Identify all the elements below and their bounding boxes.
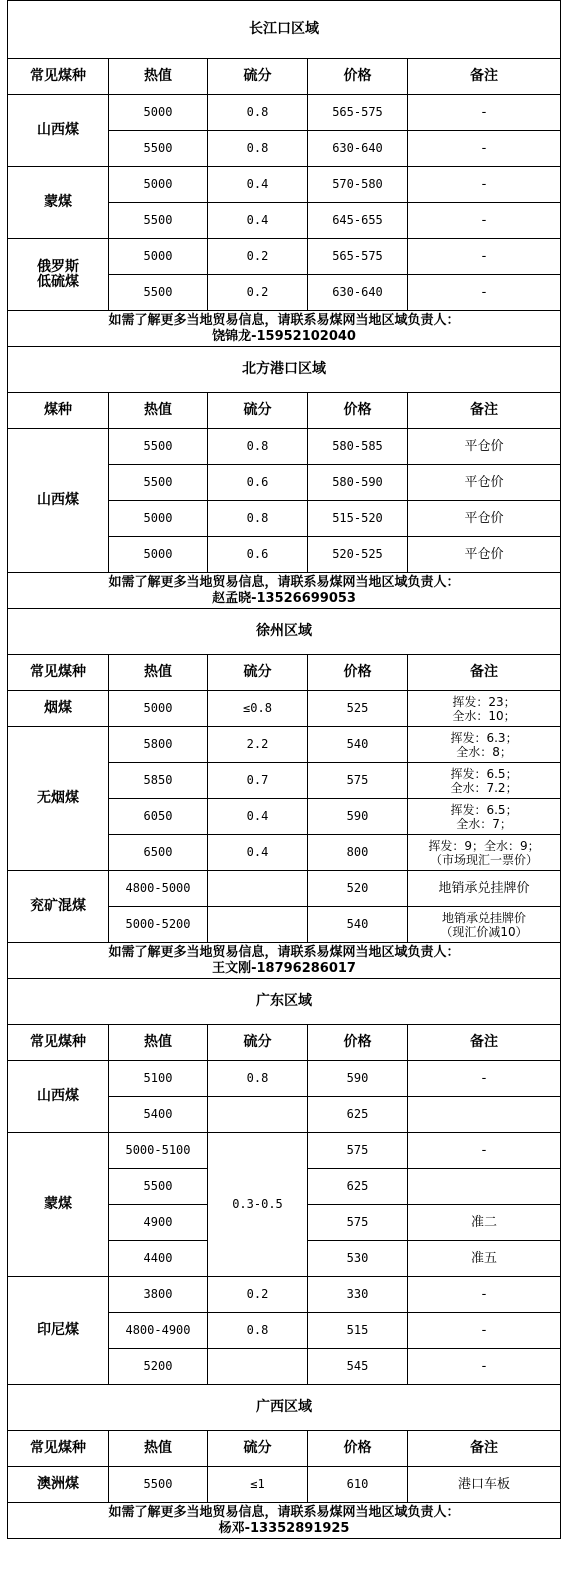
header-sulfur: 硫分: [208, 655, 308, 691]
note-cell: 地销承兑挂牌价: [408, 871, 561, 907]
table-row: [8, 429, 561, 465]
header-price: 价格: [308, 1431, 408, 1467]
note-cell: [408, 1169, 561, 1205]
table-row: [8, 1467, 561, 1503]
note-cell: -: [408, 1061, 561, 1097]
header-coal-type: 常见煤种: [8, 1431, 109, 1467]
heat-cell: 5400: [109, 1097, 208, 1133]
heat-cell: 5500: [109, 203, 208, 239]
contact-person: 王文刚-18796286017: [212, 960, 356, 976]
coal-type-cell: 山西煤: [8, 1061, 109, 1133]
contact-person: 杨邓-13352891925: [218, 1520, 350, 1536]
sulfur-cell: 0.2: [208, 275, 308, 311]
note-cell: -: [408, 167, 561, 203]
table-row: [8, 1133, 561, 1169]
note-cell: [408, 907, 561, 943]
note-cell: [408, 835, 561, 871]
sulfur-cell: 0.8: [208, 1313, 308, 1349]
price-cell: 580-585: [308, 429, 408, 465]
price-cell: 580-590: [308, 465, 408, 501]
price-cell: 520: [308, 871, 408, 907]
sulfur-cell: 0.6: [208, 465, 308, 501]
coal-type-cell: 蒙煤: [8, 1133, 109, 1277]
price-cell: 800: [308, 835, 408, 871]
sulfur-cell: 0.7: [208, 763, 308, 799]
contact-info: [8, 1503, 561, 1539]
heat-cell: 5500: [109, 1467, 208, 1503]
header-note: 备注: [408, 655, 561, 691]
sulfur-cell: ≤1: [208, 1467, 308, 1503]
heat-cell: 5800: [109, 727, 208, 763]
sulfur-cell: 0.6: [208, 537, 308, 573]
note-line: 挥发：9；全水：9；: [428, 838, 540, 853]
note-line: 挥发：6.5；: [450, 802, 518, 817]
header-sulfur: 硫分: [208, 393, 308, 429]
heat-cell: 5000-5100: [109, 1133, 208, 1169]
contact-person: 赵孟晓-13526699053: [212, 590, 356, 606]
header-heat: 热值: [109, 655, 208, 691]
contact-info: [8, 943, 561, 979]
header-sulfur: 硫分: [208, 1025, 308, 1061]
coal-type-cell: 蒙煤: [8, 167, 109, 239]
heat-cell: 5000: [109, 167, 208, 203]
contact-text: 如需了解更多当地贸易信息，请联系易煤网当地区域负责人：: [108, 312, 460, 328]
note-cell: -: [408, 1133, 561, 1169]
heat-cell: 5850: [109, 763, 208, 799]
heat-cell: 5000: [109, 239, 208, 275]
coal-type-line: 俄罗斯: [37, 258, 79, 275]
price-cell: 520-525: [308, 537, 408, 573]
note-cell: 平仓价: [408, 501, 561, 537]
sulfur-cell: [208, 871, 308, 907]
note-cell: -: [408, 203, 561, 239]
note-line: 挥发：6.5；: [450, 766, 518, 781]
price-cell: 570-580: [308, 167, 408, 203]
sulfur-cell: 0.8: [208, 1061, 308, 1097]
table-row: [8, 1061, 561, 1097]
sulfur-cell: 0.8: [208, 131, 308, 167]
price-cell: 625: [308, 1097, 408, 1133]
region-title-guangdong: 广东区域: [8, 979, 561, 1025]
table-row: [8, 239, 561, 275]
contact-text: 如需了解更多当地贸易信息，请联系易煤网当地区域负责人：: [108, 574, 460, 590]
note-cell: 平仓价: [408, 465, 561, 501]
header-heat: 热值: [109, 393, 208, 429]
heat-cell: 4800-5000: [109, 871, 208, 907]
heat-cell: 5000-5200: [109, 907, 208, 943]
price-cell: 540: [308, 907, 408, 943]
header-coal-type: 常见煤种: [8, 655, 109, 691]
table-row: [8, 691, 561, 727]
header-sulfur: 硫分: [208, 59, 308, 95]
table-row: [8, 727, 561, 763]
heat-cell: 5500: [109, 131, 208, 167]
coal-type-cell: 无烟煤: [8, 727, 109, 871]
note-cell: -: [408, 1349, 561, 1385]
note-line: 全水：8；: [456, 744, 512, 759]
header-sulfur: 硫分: [208, 1431, 308, 1467]
header-heat: 热值: [109, 59, 208, 95]
sulfur-cell: 0.8: [208, 501, 308, 537]
heat-cell: 5500: [109, 1169, 208, 1205]
note-cell: [408, 691, 561, 727]
price-cell: 645-655: [308, 203, 408, 239]
heat-cell: 4900: [109, 1205, 208, 1241]
note-cell: [408, 727, 561, 763]
sulfur-cell: 0.4: [208, 799, 308, 835]
header-coal-type: 煤种: [8, 393, 109, 429]
note-line: 全水：7.2；: [450, 780, 518, 795]
sulfur-cell: ≤0.8: [208, 691, 308, 727]
sulfur-cell: 0.2: [208, 239, 308, 275]
heat-cell: 5000: [109, 95, 208, 131]
coal-type-cell: 山西煤: [8, 429, 109, 573]
price-cell: 515-520: [308, 501, 408, 537]
header-note: 备注: [408, 1431, 561, 1467]
price-cell: 330: [308, 1277, 408, 1313]
note-line: 全水：10；: [452, 708, 516, 723]
note-cell: -: [408, 275, 561, 311]
sulfur-cell: [208, 1349, 308, 1385]
sulfur-cell: 0.4: [208, 167, 308, 203]
price-cell: 590: [308, 799, 408, 835]
price-cell: 545: [308, 1349, 408, 1385]
price-cell: 565-575: [308, 95, 408, 131]
contact-person: 饶锦龙-15952102040: [212, 328, 356, 344]
heat-cell: 6050: [109, 799, 208, 835]
note-line: 挥发：23；: [452, 694, 516, 709]
coal-price-table: [7, 0, 561, 1539]
header-note: 备注: [408, 59, 561, 95]
heat-cell: 5500: [109, 429, 208, 465]
heat-cell: 4800-4900: [109, 1313, 208, 1349]
note-line: 地销承兑挂牌价: [442, 910, 527, 925]
price-cell: 530: [308, 1241, 408, 1277]
price-cell: 575: [308, 1133, 408, 1169]
coal-type-cell: 兖矿混煤: [8, 871, 109, 943]
price-cell: 525: [308, 691, 408, 727]
sulfur-cell: 0.8: [208, 429, 308, 465]
note-cell: -: [408, 95, 561, 131]
sulfur-cell: 2.2: [208, 727, 308, 763]
note-cell: 港口车板: [408, 1467, 561, 1503]
sulfur-cell: 0.8: [208, 95, 308, 131]
heat-cell: 5500: [109, 275, 208, 311]
note-line: （市场现汇一票价）: [430, 852, 539, 867]
note-cell: -: [408, 1277, 561, 1313]
header-note: 备注: [408, 393, 561, 429]
header-price: 价格: [308, 393, 408, 429]
contact-info: [8, 573, 561, 609]
sulfur-cell: 0.4: [208, 203, 308, 239]
region-title-guangxi: 广西区域: [8, 1385, 561, 1431]
price-cell: 610: [308, 1467, 408, 1503]
heat-cell: 5000: [109, 537, 208, 573]
note-line: 全水：7；: [456, 816, 512, 831]
price-cell: 540: [308, 727, 408, 763]
header-price: 价格: [308, 655, 408, 691]
price-cell: 630-640: [308, 131, 408, 167]
note-cell: 平仓价: [408, 429, 561, 465]
note-cell: 准五: [408, 1241, 561, 1277]
price-cell: 590: [308, 1061, 408, 1097]
region-title-yangtze: 长江口区域: [8, 1, 561, 59]
note-cell: 准二: [408, 1205, 561, 1241]
note-cell: -: [408, 131, 561, 167]
note-cell: -: [408, 239, 561, 275]
sulfur-cell: 0.2: [208, 1277, 308, 1313]
note-cell: 平仓价: [408, 537, 561, 573]
heat-cell: 3800: [109, 1277, 208, 1313]
sulfur-cell: [208, 907, 308, 943]
table-row: [8, 1277, 561, 1313]
coal-type-cell: 烟煤: [8, 691, 109, 727]
coal-type-cell: 印尼煤: [8, 1277, 109, 1385]
sulfur-cell: 0.3-0.5: [208, 1133, 308, 1277]
table-row: [8, 95, 561, 131]
note-line: 挥发：6.3；: [450, 730, 518, 745]
header-heat: 热值: [109, 1025, 208, 1061]
price-cell: 575: [308, 763, 408, 799]
table-row: [8, 167, 561, 203]
header-heat: 热值: [109, 1431, 208, 1467]
header-price: 价格: [308, 1025, 408, 1061]
contact-text: 如需了解更多当地贸易信息，请联系易煤网当地区域负责人：: [108, 944, 460, 960]
note-cell: [408, 799, 561, 835]
price-cell: 625: [308, 1169, 408, 1205]
region-title-xuzhou: 徐州区域: [8, 609, 561, 655]
heat-cell: 4400: [109, 1241, 208, 1277]
table-row: [8, 871, 561, 907]
sulfur-cell: [208, 1097, 308, 1133]
note-cell: [408, 763, 561, 799]
header-coal-type: 常见煤种: [8, 1025, 109, 1061]
price-cell: 515: [308, 1313, 408, 1349]
heat-cell: 5000: [109, 501, 208, 537]
header-note: 备注: [408, 1025, 561, 1061]
sulfur-cell: 0.4: [208, 835, 308, 871]
coal-type-cell: 山西煤: [8, 95, 109, 167]
price-cell: 575: [308, 1205, 408, 1241]
note-line: （现汇价减10）: [440, 924, 528, 939]
note-cell: [408, 1097, 561, 1133]
coal-type-cell: 澳洲煤: [8, 1467, 109, 1503]
header-price: 价格: [308, 59, 408, 95]
region-title-north: 北方港口区域: [8, 347, 561, 393]
coal-type-line: 低硫煤: [37, 273, 79, 290]
contact-info: [8, 311, 561, 347]
coal-type-cell: [8, 239, 109, 311]
price-cell: 630-640: [308, 275, 408, 311]
price-cell: 565-575: [308, 239, 408, 275]
contact-text: 如需了解更多当地贸易信息，请联系易煤网当地区域负责人：: [108, 1504, 460, 1520]
heat-cell: 5200: [109, 1349, 208, 1385]
heat-cell: 5500: [109, 465, 208, 501]
heat-cell: 5000: [109, 691, 208, 727]
heat-cell: 5100: [109, 1061, 208, 1097]
header-coal-type: 常见煤种: [8, 59, 109, 95]
heat-cell: 6500: [109, 835, 208, 871]
note-cell: -: [408, 1313, 561, 1349]
